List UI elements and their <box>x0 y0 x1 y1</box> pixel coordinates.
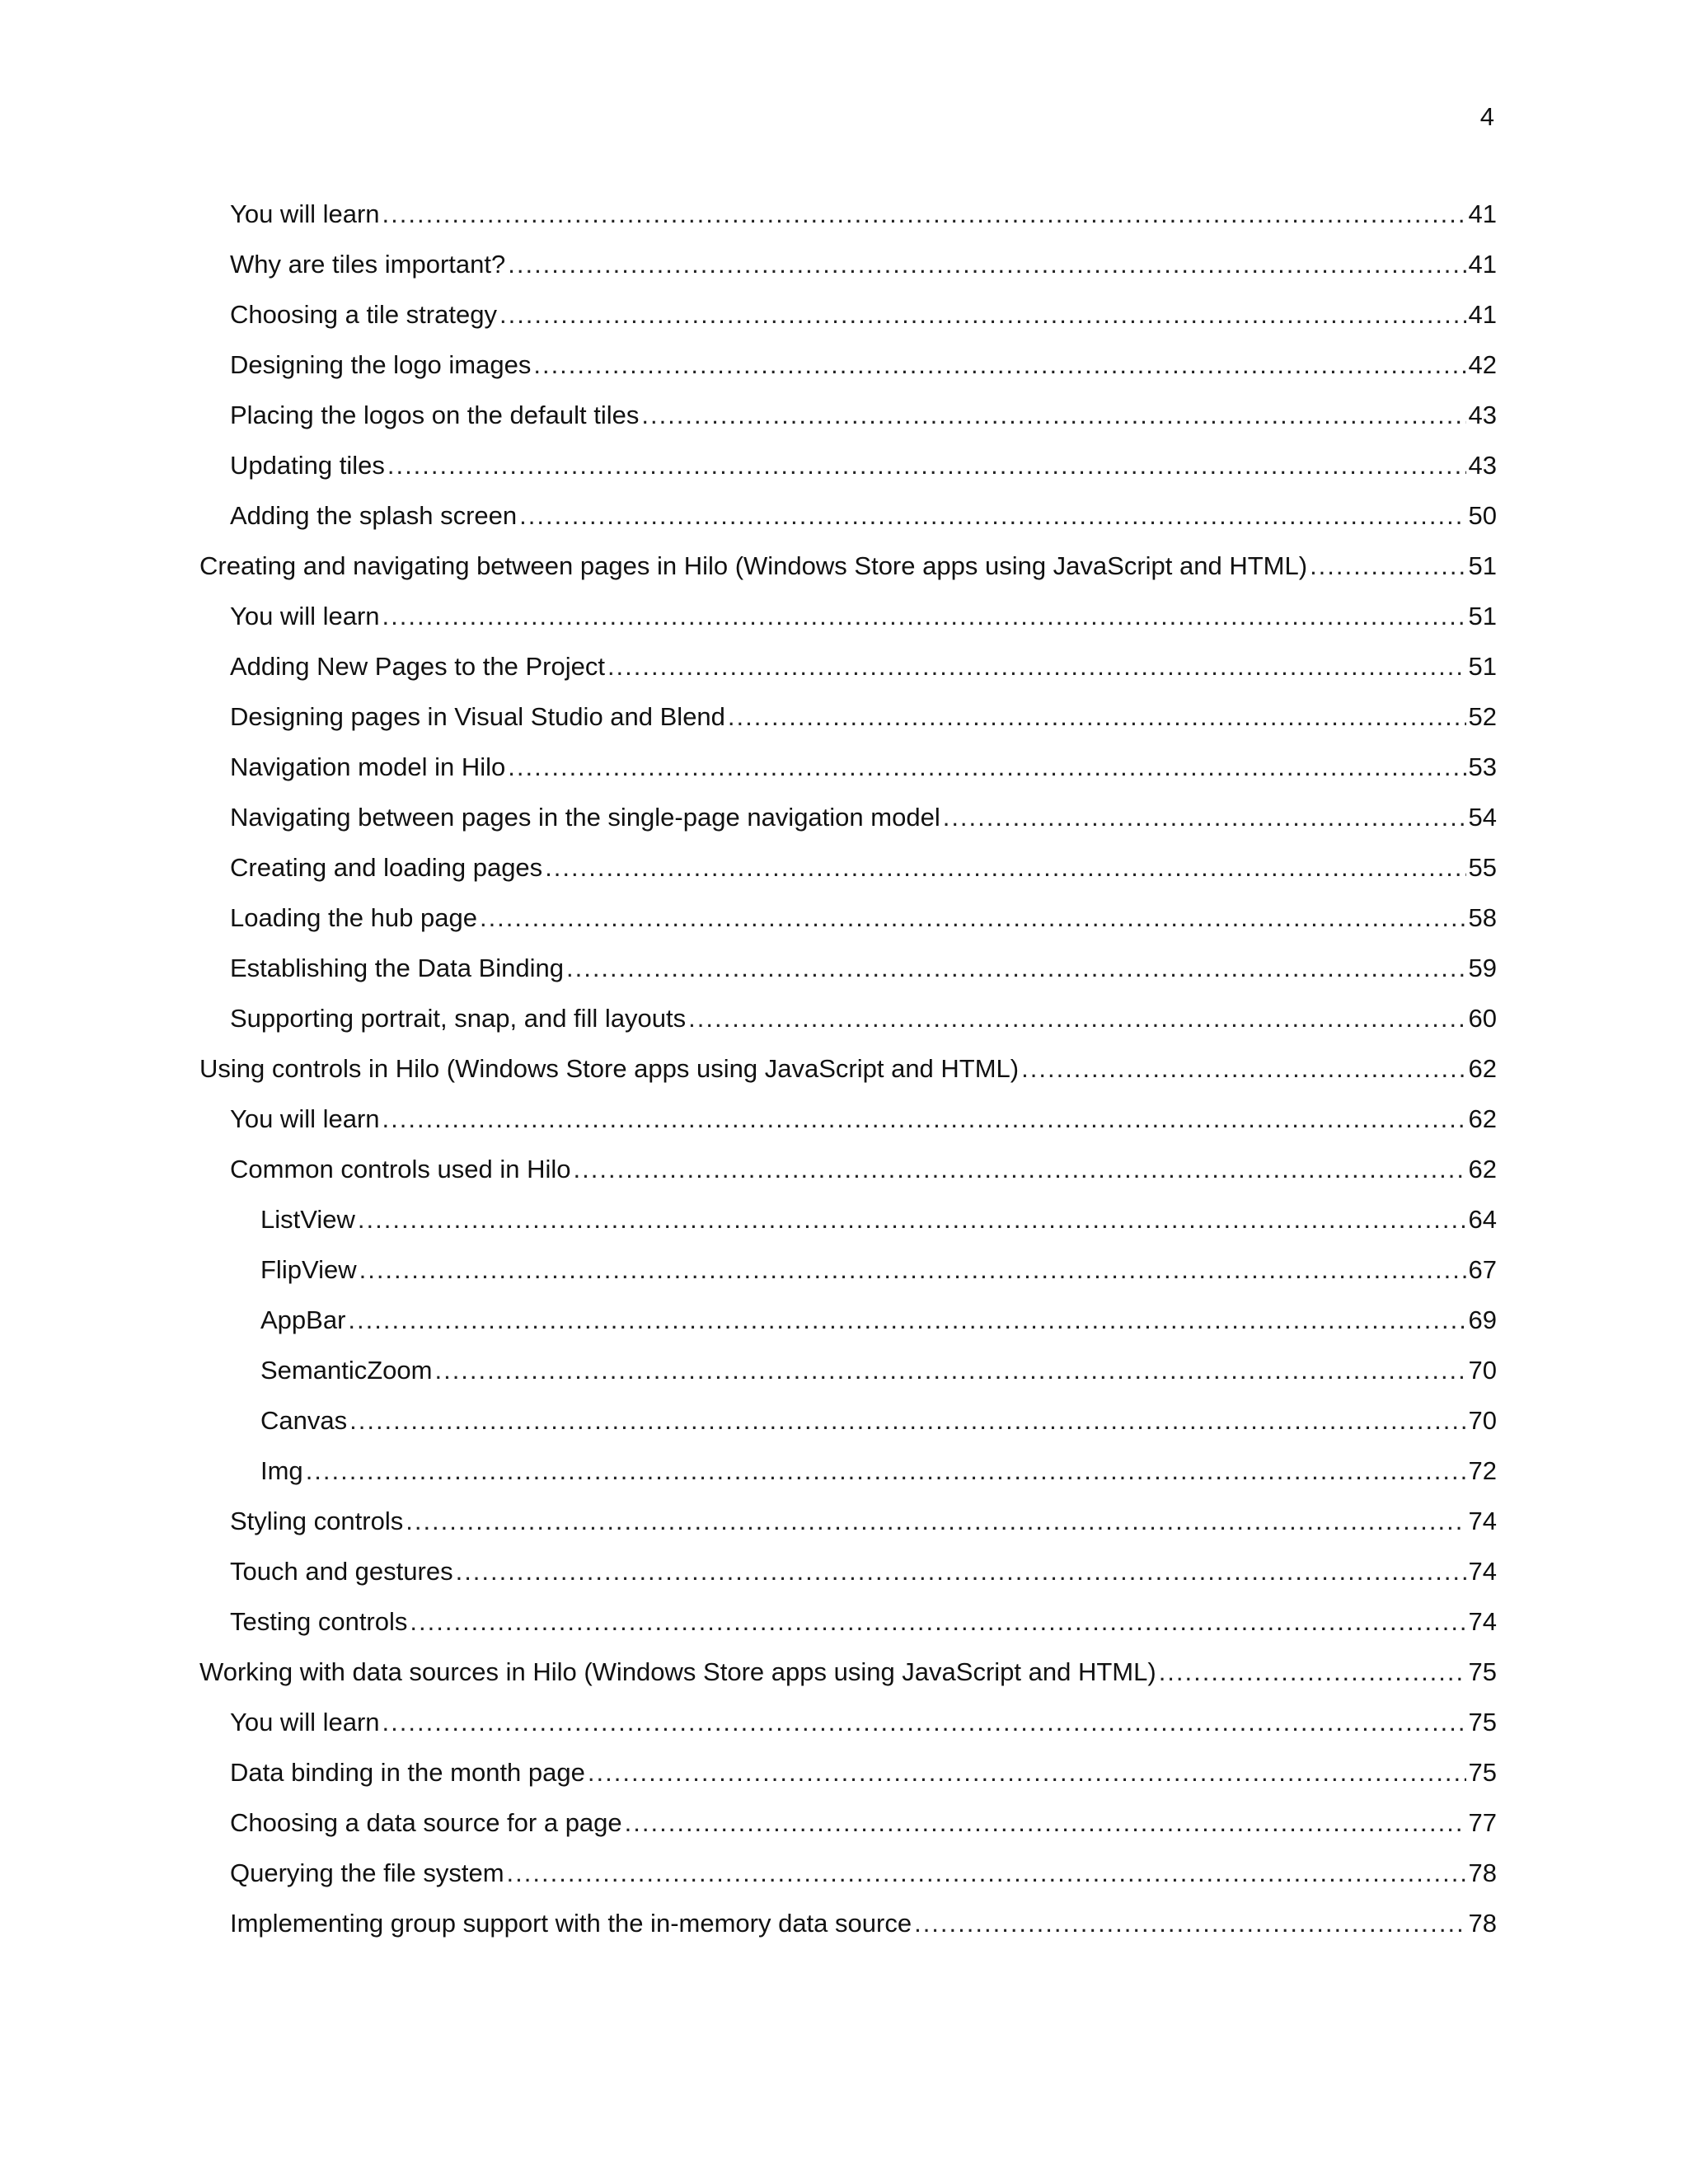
toc-dot-leader <box>382 1103 1466 1136</box>
toc-entry-page: 55 <box>1468 853 1497 882</box>
toc-dot-leader <box>1310 550 1465 583</box>
toc-dot-leader <box>348 1304 1465 1337</box>
toc-dot-leader <box>641 399 1465 432</box>
toc-entry-title: Choosing a tile strategy <box>230 300 497 329</box>
toc-entry-title: Img <box>260 1456 303 1485</box>
toc-entry[interactable] <box>230 399 1497 432</box>
toc-dot-leader <box>533 349 1465 382</box>
toc-dot-leader <box>358 1203 1466 1236</box>
toc-entry-title: Updating tiles <box>230 451 385 480</box>
toc-entry[interactable] <box>230 851 1497 884</box>
toc-entry-title: You will learn <box>230 199 380 228</box>
toc-entry-page: 62 <box>1468 1054 1497 1083</box>
toc-dot-leader <box>728 701 1466 733</box>
toc-entry-page: 41 <box>1468 250 1497 279</box>
toc-dot-leader <box>434 1354 1465 1387</box>
toc-dot-leader <box>588 1756 1466 1789</box>
toc-entry-title: FlipView <box>260 1255 357 1284</box>
toc-entry-page: 41 <box>1468 300 1497 329</box>
toc-entry[interactable] <box>230 449 1497 482</box>
toc-entry-title: Creating and loading pages <box>230 853 543 882</box>
toc-entry[interactable] <box>230 600 1497 633</box>
toc-entry-title: Establishing the Data Binding <box>230 954 564 982</box>
toc-dot-leader <box>574 1153 1466 1186</box>
toc-entry[interactable] <box>230 1907 1497 1940</box>
toc-entry[interactable] <box>199 1052 1497 1085</box>
toc-entry[interactable] <box>230 1857 1497 1890</box>
toc-entry[interactable] <box>260 1254 1497 1286</box>
toc-entry[interactable] <box>260 1455 1497 1488</box>
toc-entry-title: Styling controls <box>230 1507 404 1535</box>
toc-entry-title: You will learn <box>230 602 380 630</box>
toc-entry-title: Using controls in Hilo (Windows Store apps using JavaScript and HTML) <box>199 1054 1020 1083</box>
toc-entry-page: 59 <box>1468 954 1497 982</box>
toc-entry[interactable] <box>230 1807 1497 1840</box>
toc-dot-leader <box>410 1605 1465 1638</box>
toc-entry-page: 77 <box>1468 1808 1497 1837</box>
toc-dot-leader <box>406 1505 1465 1538</box>
toc-entry-page: 69 <box>1468 1305 1497 1334</box>
toc-dot-leader <box>914 1907 1465 1940</box>
toc-entry-page: 52 <box>1468 702 1497 731</box>
toc-entry-page: 62 <box>1468 1155 1497 1183</box>
toc-entry-title: Designing pages in Visual Studio and Blend <box>230 702 725 731</box>
toc-entry-title: Adding New Pages to the Project <box>230 652 605 681</box>
toc-entry-page: 41 <box>1468 199 1497 228</box>
toc-entry-page: 50 <box>1468 501 1497 530</box>
toc-entry-title: Why are tiles important? <box>230 250 506 279</box>
toc-dot-leader <box>1021 1052 1465 1085</box>
toc-entry[interactable] <box>230 952 1497 985</box>
toc-entry-page: 51 <box>1468 602 1497 630</box>
toc-entry-title: Creating and navigating between pages in Hilo (Windows Store apps using JavaScript and HTML) <box>199 551 1308 580</box>
toc-dot-leader <box>519 499 1465 532</box>
toc-entry-title: Loading the hub page <box>230 903 477 932</box>
toc-entry-title: Touch and gestures <box>230 1557 453 1586</box>
toc-entry-title: You will learn <box>230 1104 380 1133</box>
toc-dot-leader <box>382 600 1466 633</box>
toc-entry-page: 51 <box>1468 652 1497 681</box>
toc-entry-page: 70 <box>1468 1356 1497 1385</box>
toc-entry[interactable] <box>230 1153 1497 1186</box>
toc-dot-leader <box>306 1455 1466 1488</box>
toc-dot-leader <box>387 449 1466 482</box>
toc-entry[interactable] <box>230 902 1497 935</box>
toc-entry[interactable] <box>230 1103 1497 1136</box>
toc-entry[interactable] <box>230 499 1497 532</box>
toc-entry[interactable] <box>230 1505 1497 1538</box>
toc-dot-leader <box>480 902 1466 935</box>
toc-entry-title: Querying the file system <box>230 1858 504 1887</box>
toc-entry[interactable] <box>230 1605 1497 1638</box>
toc-entry-title: Choosing a data source for a page <box>230 1808 622 1837</box>
toc-dot-leader <box>382 1706 1466 1739</box>
toc-entry[interactable] <box>230 650 1497 683</box>
toc-dot-leader <box>499 298 1466 331</box>
toc-entry[interactable] <box>230 801 1497 834</box>
toc-entry-page: 42 <box>1468 350 1497 379</box>
toc-entry-page: 74 <box>1468 1557 1497 1586</box>
toc-entry[interactable] <box>230 1002 1497 1035</box>
toc-entry-title: AppBar <box>260 1305 346 1334</box>
toc-dot-leader <box>607 650 1466 683</box>
toc-entry[interactable] <box>260 1354 1497 1387</box>
toc-entry-title: Working with data sources in Hilo (Windows Store apps using JavaScript and HTML) <box>199 1657 1156 1686</box>
page-number: 4 <box>1479 102 1494 131</box>
toc-entry-title: ListView <box>260 1205 355 1234</box>
toc-entry[interactable] <box>199 550 1497 583</box>
toc-entry-page: 53 <box>1468 752 1497 781</box>
toc-entry[interactable] <box>260 1304 1497 1337</box>
toc-entry-title: Navigating between pages in the single-page navigation model <box>230 803 940 832</box>
toc-dot-leader <box>545 851 1465 884</box>
toc-dot-leader <box>382 198 1466 231</box>
toc-entry-title: Canvas <box>260 1406 348 1435</box>
toc-entry-page: 74 <box>1468 1507 1497 1535</box>
toc-entry-page: 78 <box>1468 1858 1497 1887</box>
toc-entry-title: Designing the logo images <box>230 350 532 379</box>
toc-dot-leader <box>1159 1656 1466 1689</box>
toc-entry-page: 60 <box>1468 1004 1497 1033</box>
toc-entry-title: Supporting portrait, snap, and fill layouts <box>230 1004 687 1033</box>
toc-entry-page: 62 <box>1468 1104 1497 1133</box>
toc-dot-leader <box>456 1555 1466 1588</box>
toc-entry[interactable] <box>230 298 1497 331</box>
toc-dot-leader <box>349 1404 1465 1437</box>
toc-dot-leader <box>566 952 1466 985</box>
toc-entry-page: 75 <box>1468 1708 1497 1736</box>
toc-entry-title: Data binding in the month page <box>230 1758 585 1787</box>
toc-dot-leader <box>625 1807 1466 1840</box>
toc-dot-leader <box>943 801 1466 834</box>
toc-entry[interactable] <box>230 1555 1497 1588</box>
toc-entry[interactable] <box>199 1656 1497 1689</box>
toc-entry-title: Adding the splash screen <box>230 501 518 530</box>
toc-entry-page: 43 <box>1468 451 1497 480</box>
toc-entry-title: Placing the logos on the default tiles <box>230 401 640 429</box>
toc-entry[interactable] <box>260 1404 1497 1437</box>
toc-entry-page: 75 <box>1468 1758 1497 1787</box>
toc-entry-page: 54 <box>1468 803 1497 832</box>
toc-entry-page: 67 <box>1468 1255 1497 1284</box>
toc-dot-leader <box>507 1857 1466 1890</box>
toc-entry[interactable] <box>260 1203 1497 1236</box>
toc-entry-page: 78 <box>1468 1909 1497 1938</box>
toc-dot-leader <box>508 751 1465 784</box>
toc-entry-page: 64 <box>1468 1205 1497 1234</box>
toc-entry-page: 70 <box>1468 1406 1497 1435</box>
toc-entry[interactable] <box>230 349 1497 382</box>
toc-entry[interactable] <box>230 751 1497 784</box>
toc-dot-leader <box>359 1254 1466 1286</box>
toc-entry-page: 74 <box>1468 1607 1497 1636</box>
toc-entry-page: 75 <box>1468 1657 1497 1686</box>
toc-entry[interactable] <box>230 701 1497 733</box>
toc-entry-title: SemanticZoom <box>260 1356 433 1385</box>
toc-entry-title: Common controls used in Hilo <box>230 1155 571 1183</box>
toc-entry-page: 43 <box>1468 401 1497 429</box>
toc-entry-page: 72 <box>1468 1456 1497 1485</box>
toc-entry-page: 58 <box>1468 903 1497 932</box>
toc-entry[interactable] <box>230 248 1497 281</box>
toc-entry[interactable] <box>230 1706 1497 1739</box>
toc-entry-title: Navigation model in Hilo <box>230 752 506 781</box>
toc-entry-title: You will learn <box>230 1708 380 1736</box>
toc-entry[interactable] <box>230 1756 1497 1789</box>
toc-entry-title: Testing controls <box>230 1607 408 1636</box>
toc-entry-page: 51 <box>1468 551 1497 580</box>
toc-dot-leader <box>508 248 1465 281</box>
toc-entry[interactable] <box>230 198 1497 231</box>
toc-dot-leader <box>688 1002 1465 1035</box>
toc-entry-title: Implementing group support with the in-memory data source <box>230 1909 912 1938</box>
